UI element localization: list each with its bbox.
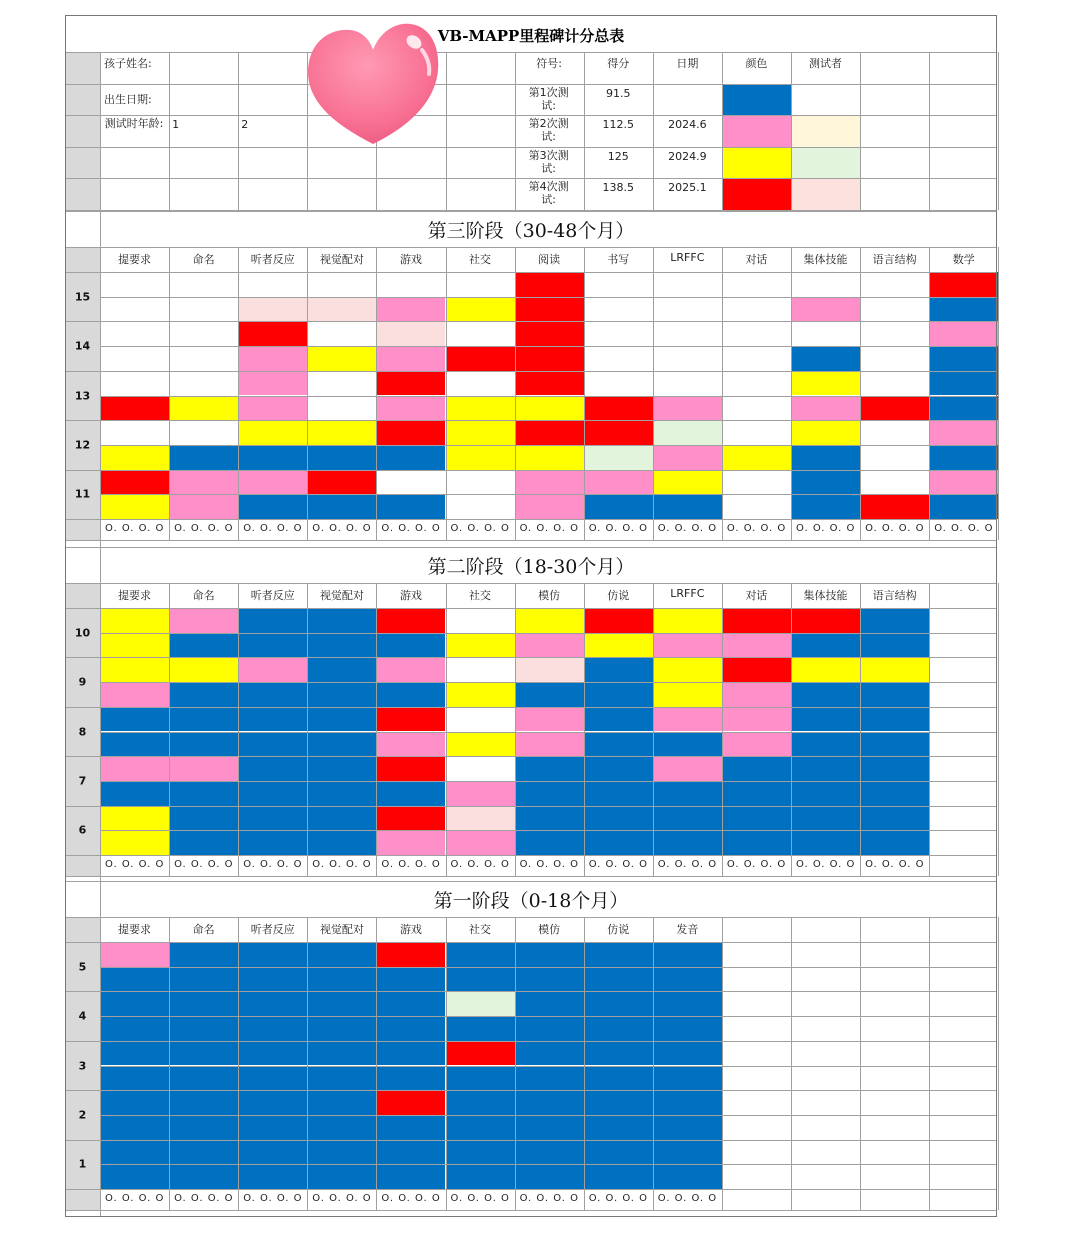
level-label: 1 <box>78 1157 87 1171</box>
domain-header: 社交 <box>469 589 492 602</box>
test-label: 第2次测试: <box>528 117 569 143</box>
circle-marks: O. O. O. O <box>588 523 649 534</box>
domain-header: LRFFC <box>670 251 705 264</box>
grid-line <box>998 583 999 876</box>
circle-marks: O. O. O. O <box>796 859 856 870</box>
test-score: 91.5 <box>606 86 631 100</box>
circle-marks: O. O. O. O <box>450 1193 510 1204</box>
domain-header: 听者反应 <box>250 923 295 936</box>
name-label: 孩子姓名: <box>104 57 152 70</box>
domain-header: 游戏 <box>399 253 422 266</box>
circle-marks: O. O. O. O <box>243 1193 303 1204</box>
circle-marks: O. O. O. O <box>657 859 718 870</box>
circle-marks: O. O. O. O <box>519 523 579 534</box>
test-label: 第3次测试: <box>528 148 569 175</box>
level-label: 3 <box>78 1059 87 1072</box>
legend-header: 日期 <box>676 57 699 70</box>
legend-header: 测试者 <box>809 57 843 70</box>
sheet-title: VB-MAPP里程碑计分总表 <box>437 27 625 45</box>
domain-header: 发音 <box>676 923 699 936</box>
level-label: 4 <box>78 1009 87 1023</box>
domain-header: 仿说 <box>607 589 630 602</box>
domain-header: 对话 <box>745 589 768 602</box>
circle-marks: O. O. O. O <box>174 859 234 870</box>
circle-marks: O. O. O. O <box>381 1193 441 1204</box>
domain-header: 书写 <box>607 253 630 266</box>
circle-marks: O. O. O. O <box>450 859 510 870</box>
domain-header: 提要求 <box>118 253 152 266</box>
stage-title: 第三阶段（30-48个月） <box>427 220 635 242</box>
circle-marks: O. O. O. O <box>105 523 165 534</box>
sheet-border <box>65 15 997 1217</box>
level-label: 7 <box>78 774 87 788</box>
circle-marks: O. O. O. O <box>312 523 372 534</box>
circle-marks: O. O. O. O <box>657 523 718 534</box>
domain-header: 听者反应 <box>250 589 295 602</box>
domain-header: 模仿 <box>538 923 561 936</box>
domain-header: 视觉配对 <box>319 253 364 266</box>
circle-marks: O. O. O. O <box>519 1193 579 1204</box>
domain-header: 命名 <box>192 589 215 602</box>
level-label: 9 <box>78 675 87 689</box>
test-score: 112.5 <box>602 118 634 131</box>
level-label: 5 <box>78 960 87 974</box>
circle-marks: O. O. O. O <box>105 859 165 870</box>
domain-header: 阅读 <box>538 253 561 266</box>
birth-label: 出生日期: <box>104 92 152 106</box>
test-date: 2024.6 <box>668 118 707 131</box>
test-score: 125 <box>607 149 629 163</box>
circle-marks: O. O. O. O <box>588 1193 649 1204</box>
test-label: 第4次测试: <box>528 180 569 206</box>
domain-header: 提要求 <box>118 923 152 936</box>
age-value: 2 <box>241 118 249 131</box>
circle-marks: O. O. O. O <box>519 859 579 870</box>
domain-header: 游戏 <box>399 589 422 602</box>
legend-header: 得分 <box>607 57 630 70</box>
domain-header: 命名 <box>192 253 215 266</box>
milestone-score-sheet <box>65 15 997 1217</box>
legend-header: 颜色 <box>745 57 768 70</box>
domain-header: 视觉配对 <box>319 589 364 602</box>
domain-header: 仿说 <box>607 923 630 936</box>
age-value: 1 <box>172 118 180 131</box>
circle-marks: O. O. O. O <box>105 1193 165 1204</box>
circle-marks: O. O. O. O <box>796 523 856 534</box>
domain-header: 对话 <box>745 253 768 266</box>
heart-sticker-icon <box>302 20 444 148</box>
circle-marks: O. O. O. O <box>588 859 649 870</box>
circle-marks: O. O. O. O <box>865 523 925 534</box>
level-label: 14 <box>74 339 91 353</box>
age-label: 测试时年龄: <box>104 117 164 130</box>
domain-header: 社交 <box>469 253 492 266</box>
level-label: 6 <box>78 823 87 837</box>
domain-header: 视觉配对 <box>319 923 364 936</box>
domain-header: 命名 <box>192 923 215 936</box>
circle-marks: O. O. O. O <box>243 523 303 534</box>
test-score: 138.5 <box>602 181 634 194</box>
stage-title: 第二阶段（18-30个月） <box>427 556 635 578</box>
level-label: 11 <box>74 487 91 501</box>
circle-marks: O. O. O. O <box>381 523 441 534</box>
domain-header: 集体技能 <box>803 589 848 602</box>
circle-marks: O. O. O. O <box>312 859 372 870</box>
circle-marks: O. O. O. O <box>174 523 234 534</box>
legend-header: 符号: <box>536 57 562 70</box>
circle-marks: O. O. O. O <box>657 1193 718 1204</box>
grid-line <box>998 917 999 1210</box>
level-label: 12 <box>74 438 91 452</box>
level-label: 15 <box>74 290 91 304</box>
domain-header: 模仿 <box>538 589 561 602</box>
domain-header: 听者反应 <box>250 253 295 266</box>
test-label: 第1次测试: <box>528 85 569 112</box>
domain-header: 数学 <box>952 253 975 266</box>
level-label: 13 <box>74 389 91 402</box>
level-label: 10 <box>74 626 91 640</box>
circle-marks: O. O. O. O <box>243 859 303 870</box>
circle-marks: O. O. O. O <box>312 1193 372 1204</box>
level-label: 8 <box>78 725 87 738</box>
domain-header: LRFFC <box>670 587 705 600</box>
level-label: 2 <box>78 1108 87 1122</box>
circle-marks: O. O. O. O <box>726 523 787 534</box>
grid-line <box>998 52 999 210</box>
test-date: 2025.1 <box>668 181 707 194</box>
circle-marks: O. O. O. O <box>934 523 994 534</box>
test-date: 2024.9 <box>668 149 707 163</box>
grid-line <box>998 247 999 540</box>
circle-marks: O. O. O. O <box>174 1193 234 1204</box>
domain-header: 游戏 <box>399 923 422 936</box>
domain-header: 语言结构 <box>872 589 917 602</box>
domain-header: 提要求 <box>118 589 152 602</box>
circle-marks: O. O. O. O <box>381 859 441 870</box>
domain-header: 社交 <box>469 923 492 936</box>
domain-header: 语言结构 <box>872 253 917 266</box>
circle-marks: O. O. O. O <box>726 859 787 870</box>
stage-title: 第一阶段（0-18个月） <box>433 890 629 912</box>
circle-marks: O. O. O. O <box>865 859 925 870</box>
domain-header: 集体技能 <box>803 253 848 266</box>
circle-marks: O. O. O. O <box>450 523 510 534</box>
